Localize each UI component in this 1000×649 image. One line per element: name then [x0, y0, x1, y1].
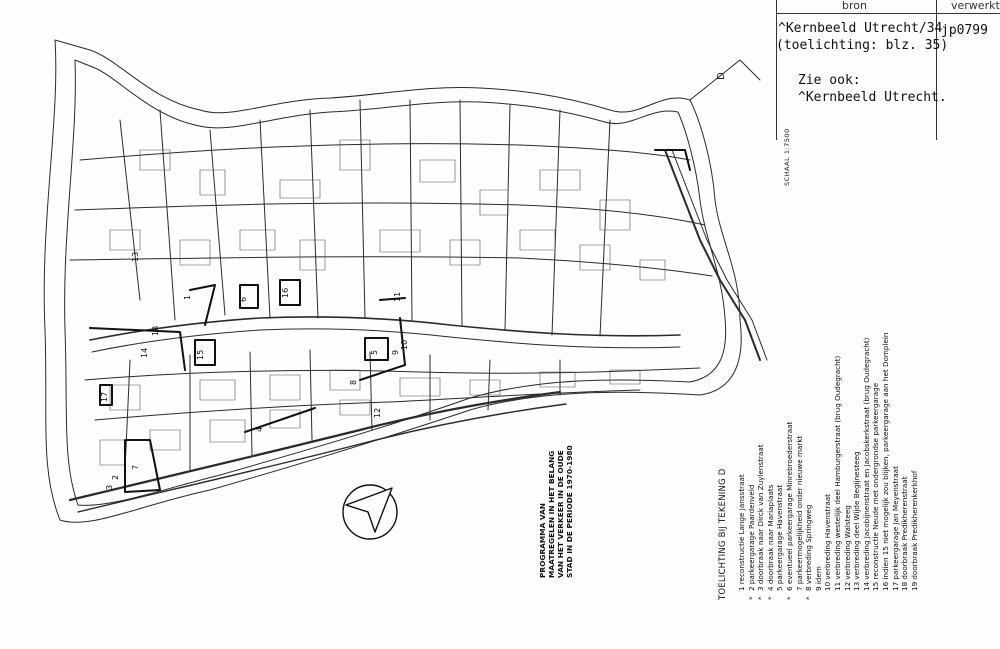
- legend-item-text: 12 verbreding Walsteeg: [842, 505, 852, 591]
- area-number: 2: [111, 474, 120, 480]
- area-number: 14: [140, 347, 149, 358]
- area-number: 8: [349, 379, 358, 385]
- programme-title-line: VAN HET VERKEER IN DE OUDE: [556, 450, 565, 578]
- ring-road-inner: [65, 60, 726, 505]
- legend-item: [881, 333, 891, 600]
- measure-area-6: [240, 285, 258, 308]
- legend-item-text: 5 parkeergarage Havenstraat: [775, 484, 785, 591]
- area-number: 3: [105, 484, 114, 490]
- area-number: 1: [183, 294, 192, 300]
- source-reference: ^Kernbeeld Utrecht/34: [778, 21, 943, 36]
- legend-item-text: 3 doorbraak naar Dirck van Zuylenstraat: [756, 444, 766, 591]
- column-processed-label: verwerkt: [951, 0, 1000, 12]
- legend-item: [871, 333, 881, 600]
- header-left-rule: [776, 0, 777, 140]
- legend: [718, 333, 919, 600]
- legend-item-text: 14 verbreding Jacobijnenstraat en Jacobskerkstraat (brug Oudegracht): [861, 337, 871, 591]
- legend-item-text: 15 reconstructie Neude met ondergrondse parkeergarage: [871, 382, 881, 591]
- area-number: 11: [393, 291, 402, 302]
- legend-item-text: 11 verbreding westelijk deel Hamburgerstraat (brug Oudegracht): [832, 355, 842, 591]
- area-number: 18: [151, 325, 160, 336]
- programme-title: [538, 418, 574, 578]
- legend-item-text: 1 reconstructie Lange Jansstraat: [737, 474, 746, 591]
- area-number: 4: [255, 426, 264, 432]
- legend-item-mark: *: [804, 596, 814, 600]
- programme-title-line: PROGRAMMA VAN: [538, 503, 547, 578]
- area-number: 6: [239, 296, 248, 302]
- legend-item: [910, 333, 920, 600]
- legend-item: [795, 333, 805, 600]
- legend-item-text: 7 parkeermogelijkheid onder nieuwe markt: [794, 435, 804, 591]
- map-scale: SCHAAL 1:7500: [783, 128, 791, 186]
- legend-title: TOELICHTING BIJ TEKENING D: [718, 468, 728, 600]
- legend-item-text: 4 doorbraak naar Mariaplaats: [765, 484, 775, 591]
- legend-item-text: 9 idem: [813, 566, 823, 591]
- measure-line-1: [90, 325, 185, 370]
- legend-item: [804, 333, 814, 600]
- area-number: 12: [373, 407, 382, 418]
- area-number: 9: [391, 349, 400, 355]
- legend-item: [785, 333, 795, 600]
- measure-area-5: [365, 338, 388, 360]
- area-number: 16: [281, 287, 290, 298]
- column-source-label: bron: [842, 0, 867, 12]
- legend-item-mark: *: [746, 596, 756, 600]
- legend-item: [852, 333, 862, 600]
- measure-line-2: [190, 285, 215, 325]
- legend-item-mark: *: [765, 596, 775, 600]
- programme-title-line: MAATREGELEN IN HET BELANG: [547, 450, 556, 578]
- legend-item: [891, 333, 901, 600]
- legend-item-text: 18 doorbraak Predikherenstraat: [900, 476, 910, 591]
- north-arrow: [343, 485, 397, 539]
- legend-item-text: 8 verbreding Springweg: [804, 504, 814, 591]
- area-number: 13: [131, 251, 140, 262]
- see-also-label: Zie ook:: [798, 73, 861, 88]
- header-underline: [776, 13, 1000, 14]
- area-number: 5: [370, 349, 379, 355]
- drawing-letter: D: [716, 72, 727, 80]
- area-number: 10: [400, 339, 409, 350]
- legend-item-text: 13 verbreding deel Wijde Begijnesteeg: [852, 451, 862, 591]
- programme-title-line: STAD IN DE PERIODE 1970-1980: [565, 445, 574, 578]
- record-code: jp0799: [941, 23, 988, 38]
- area-number: 17: [100, 391, 109, 402]
- source-header: [776, 0, 1000, 140]
- legend-item: [823, 333, 833, 600]
- legend-item: [862, 333, 872, 600]
- legend-item-text: 16 indien 15 niet mogelijk zou blijken, parkeergarage aan het Domplein: [880, 332, 890, 591]
- legend-item-text: 17 parkeergarage Jan Meyenstraat: [890, 466, 900, 591]
- canal-oudegracht: [90, 317, 680, 340]
- area-number: 15: [196, 349, 205, 360]
- see-also-reference: ^Kernbeeld Utrecht.: [798, 90, 947, 105]
- legend-item: [843, 333, 853, 600]
- legend-item: [747, 333, 757, 600]
- legend-item-text: 6 eventueel parkeergarage Minrebroederstraat: [784, 421, 794, 591]
- legend-item: [900, 333, 910, 600]
- legend-item-text: 19 doorbraak Predikherenkerkhof: [909, 470, 919, 591]
- legend-item: [833, 333, 843, 600]
- legend-item: [775, 333, 785, 600]
- legend-item-text: 2 parkeergarage Paardenveld: [746, 484, 756, 591]
- legend-item-mark: *: [784, 596, 794, 600]
- area-number: 7: [131, 464, 140, 470]
- source-page-note: (toelichting: blz. 35): [776, 38, 949, 53]
- legend-item: [756, 333, 766, 600]
- legend-item-text: 10 verbreding Havenstraat: [823, 494, 833, 591]
- legend-list: [737, 333, 919, 600]
- legend-item: [814, 333, 824, 600]
- legend-item: [737, 333, 747, 600]
- ring-road-outer: [44, 40, 741, 522]
- legend-item: [766, 333, 776, 600]
- legend-item-mark: *: [756, 596, 766, 600]
